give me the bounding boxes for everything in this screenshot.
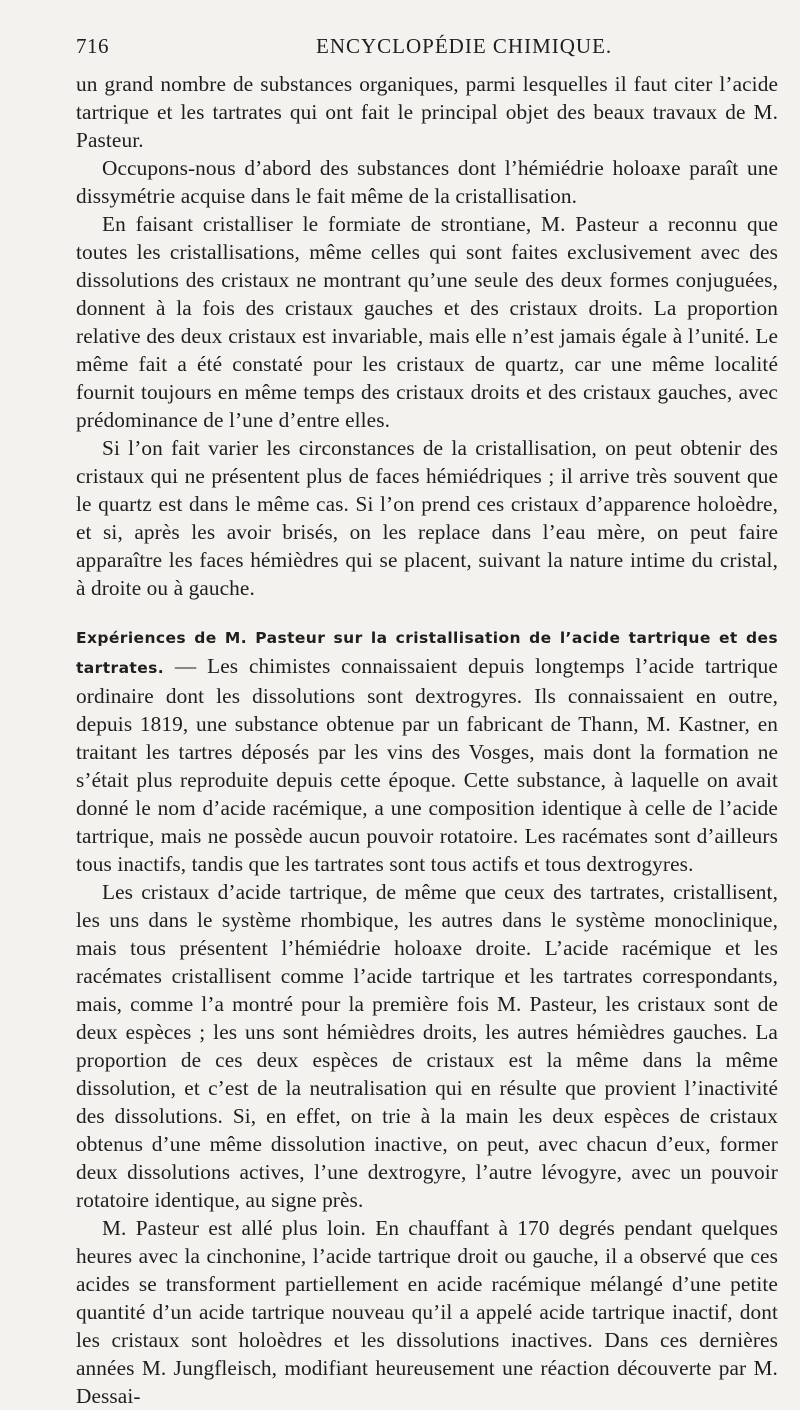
paragraph: En faisant cristalliser le formiate de strontiane, M. Pasteur a reconnu que toutes les cristallisations, même celles qui sont faites exclusivement avec des dissolutions des cristaux ne montrant qu’une seule des deux formes conjuguées, donnent à la fois des cristaux gauches et des cristaux droits. La proportion relative des deux cristaux est invariable, mais elle n’est jamais égale à l’unité. Le même fait a été constaté pour les cristaux de quartz, car une même localité fournit toujours en même temps des cristaux droits et des cristaux gauches, avec prédominance de l’une d’entre elles.: [76, 212, 778, 432]
body-text: [76, 70, 778, 1410]
paragraph: Si l’on fait varier les circonstances de la cristallisation, on peut obtenir des cristaux qui ne présentent plus de faces hémiédriques ; il arrive très souvent que le quartz est dans le même cas. Si l’on prend ces cristaux d’apparence holoèdre, et si, après les avoir brisés, on les replace dans l’eau mère, on peut faire apparaître les faces hémièdres qui se placent, suivant la nature intime du cristal, à droite ou à gauche.: [76, 436, 778, 600]
section-heading: Expériences de M. Pasteur sur la cristallisation de l’acide tartrique et des tartrates.: [76, 629, 778, 677]
section-opening-paragraph: [76, 622, 778, 878]
page-number: 716: [76, 34, 109, 58]
section-paragraph-text: — Les chimistes connaissaient depuis longtemps l’acide tartrique ordinaire dont les dissolutions sont dextrogyres. Ils connaissaient en outre, depuis 1819, une substance obtenue par un fabricant de Thann, M. Kastner, en traitant les tartres déposés par les vins des Vosges, mais dont la formation ne s’était plus reproduite depuis cette époque. Cette substance, à laquelle on avait donné le nom d’acide racémique, a une composition identique à celle de l’acide tartrique, mais ne possède aucun pouvoir rotatoire. Les racémates sont d’ailleurs tous inactifs, tandis que les tartrates sont tous actifs et tous dextrogyres.: [76, 654, 778, 876]
page-header: [76, 34, 778, 70]
paragraph: Occupons-nous d’abord des substances dont l’hémiédrie holoaxe paraît une dissymétrie acquise dans le fait même de la cristallisation.: [76, 156, 778, 208]
paragraph: M. Pasteur est allé plus loin. En chauffant à 170 degrés pendant quelques heures avec la cinchonine, l’acide tartrique droit ou gauche, il a observé que ces acides se transforment partiellement en acide racémique mélangé d’une petite quantité d’un acide tartrique nouveau qu’il a appelé acide tartrique inactif, dont les cristaux sont holoèdres et les dissolutions inactives. Dans ces dernières années M. Jungfleisch, modifiant heureusement une réaction découverte par M. Dessai-: [76, 1216, 778, 1408]
paragraph: Les cristaux d’acide tartrique, de même que ceux des tartrates, cristallisent, les uns dans le système rhombique, les autres dans le système monoclinique, mais tous présentent l’hémiédrie holoaxe droite. L’acide racémique et les racémates cristallisent comme l’acide tartrique et les tartrates correspondants, mais, comme l’a montré pour la première fois M. Pasteur, les cristaux sont de deux espèces ; les uns sont hémièdres droits, les autres hémièdres gauches. La proportion de ces deux espèces de cristaux est la même dans la même dissolution, et c’est de la neutralisation qui en résulte que provient l’inactivité des dissolutions. Si, en effet, on trie à la main les deux espèces de cristaux obtenus d’une même dissolution inactive, on peut, avec chacun d’eux, former deux dissolutions actives, l’une dextrogyre, l’autre lévogyre, avec un pouvoir rotatoire identique, au signe près.: [76, 880, 778, 1212]
running-title: ENCYCLOPÉDIE CHIMIQUE.: [316, 34, 613, 58]
paragraph-continuation: un grand nombre de substances organiques, parmi lesquelles il faut citer l’acide tartrique et les tartrates qui ont fait le principal objet des beaux travaux de M. Pasteur.: [76, 72, 778, 152]
